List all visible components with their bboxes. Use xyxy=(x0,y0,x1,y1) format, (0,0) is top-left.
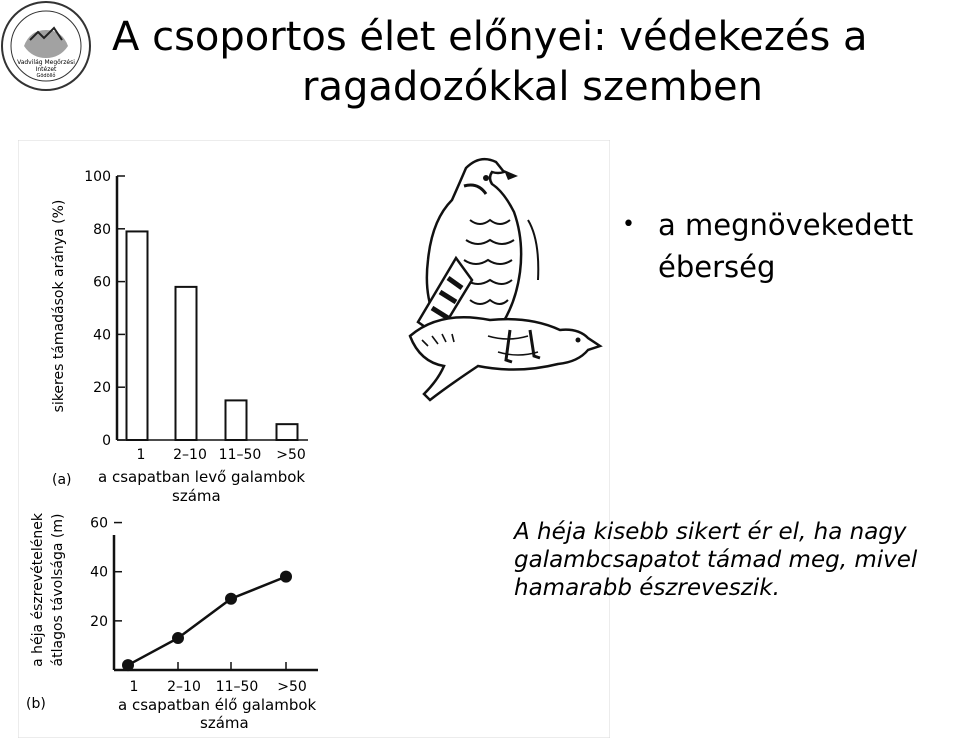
bullet-dot-icon: • xyxy=(622,212,635,237)
chart-b-ylabel-line2: átlagos távolsága (m) xyxy=(50,513,66,667)
chart-b-point-3 xyxy=(280,571,292,583)
chart-a-ytick-label-4: 80 xyxy=(93,221,111,238)
university-seal xyxy=(0,0,92,92)
note-line2: galambcsapatot támad meg, mivel xyxy=(514,547,918,573)
chart-a-xtick-label-1: 2–10 xyxy=(173,447,207,463)
chart-a-xlabel-line1: a csapatban levő galambok xyxy=(98,468,306,486)
scanned-figure xyxy=(18,140,610,738)
bullet-text-line1: a megnövekedett xyxy=(658,208,914,242)
chart-a-ytick-label-0: 0 xyxy=(102,433,111,449)
explanation-note xyxy=(514,518,954,602)
chart-b-xtick-label-3: >50 xyxy=(277,679,307,695)
chart-b-ytick-label-0: 20 xyxy=(90,613,108,630)
chart-b-xtick-label-0: 1 xyxy=(129,679,139,695)
chart-a-xtick-label-2: 11–50 xyxy=(218,447,262,463)
note-line3: hamarabb észreveszik. xyxy=(514,575,780,601)
seal-center-line2: Intézet xyxy=(35,66,57,73)
chart-a-xlabel-line2: száma xyxy=(172,487,221,505)
slide-title xyxy=(112,12,952,112)
chart-b-xtick-label-2: 11–50 xyxy=(215,679,259,695)
chart-a-ytick-label-3: 60 xyxy=(93,274,111,291)
chart-a-ytick-label-2: 40 xyxy=(93,327,111,344)
chart-b-point-0 xyxy=(122,659,134,671)
chart-a-bar-0 xyxy=(127,231,148,440)
chart-a-panel-label: (a) xyxy=(52,472,72,488)
note-line1: A héja kisebb sikert ér el, ha nagy xyxy=(514,519,907,545)
chart-b-xlabel-line1: a csapatban élő galambok xyxy=(118,696,317,714)
chart-b-ylabel-line1: a héja észrevételének xyxy=(30,513,46,667)
chart-a-bar-1 xyxy=(176,287,197,440)
chart-a-ytick-label-5: 100 xyxy=(84,169,111,185)
seal-center-line1: Vadvilág Megőrzési xyxy=(17,59,75,66)
chart-b-ytick-label-2: 60 xyxy=(90,515,108,532)
chart-b-panel-label: (b) xyxy=(26,696,46,712)
chart-a-xtick-label-0: 1 xyxy=(136,447,146,463)
chart-a-xtick-label-3: >50 xyxy=(276,447,306,463)
slide-title-line2: ragadozókkal szemben xyxy=(302,64,763,110)
chart-a-bar-3 xyxy=(277,424,298,440)
chart-a-ytick-label-1: 20 xyxy=(93,380,111,397)
chart-a-bar-2 xyxy=(226,400,247,440)
chart-b-ytick-label-1: 40 xyxy=(90,564,108,581)
chart-b-xtick-label-1: 2–10 xyxy=(167,679,201,695)
bullet-text-line2: éberség xyxy=(658,250,776,284)
seal-center-line3: Gödöllő xyxy=(36,73,56,79)
slide-title-line1: A csoportos élet előnyei: védekezés a xyxy=(112,14,868,60)
chart-a-ylabel: sikeres támadások aránya (%) xyxy=(51,199,67,413)
chart-b-point-1 xyxy=(172,632,184,644)
chart-b-point-2 xyxy=(225,593,237,605)
chart-b-xlabel-line2: száma xyxy=(200,714,249,732)
